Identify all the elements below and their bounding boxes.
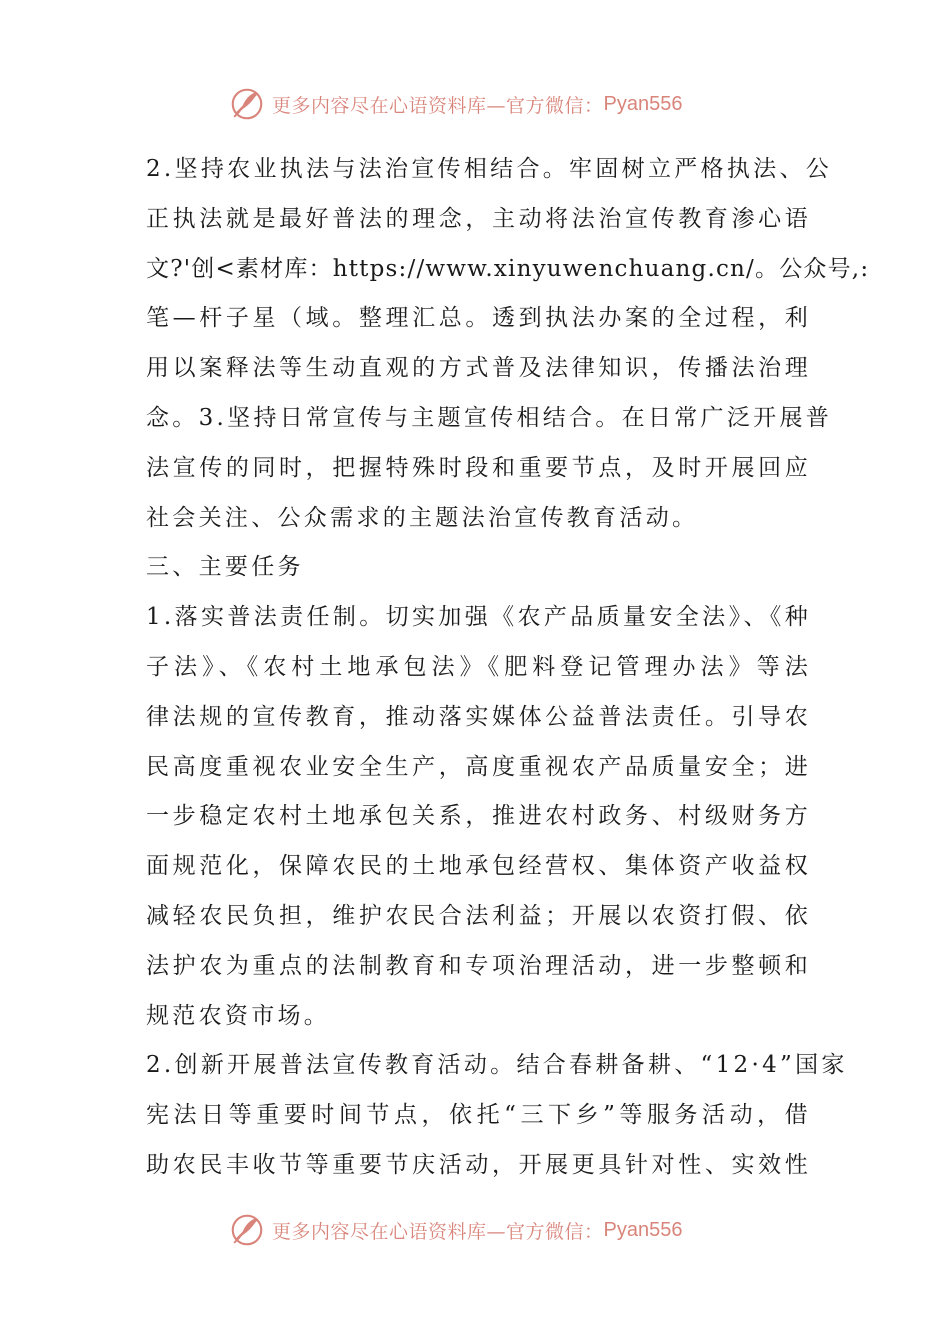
watermark-text: 更多内容尽在心语资料库—官方微信：: [272, 94, 604, 117]
header-watermark: [228, 84, 682, 124]
text-line: 一步稳定农村土地承包关系，推进农村政务、村级财务方: [146, 803, 811, 830]
text-line: 法宣传的同时，把握特殊时段和重要节点，及时开展回应: [146, 454, 811, 481]
section-heading: 三、主要任务: [146, 554, 304, 581]
text-line: 规范农资市场。: [146, 1002, 331, 1029]
text-line: 法护农为重点的法制教育和专项治理活动，进一步整顿和: [146, 952, 811, 979]
watermark-wechat-id: Pyan556: [603, 1218, 683, 1241]
text-line: 念。3.坚持日常宣传与主题宣传相结合。在日常广泛开展普: [146, 404, 833, 431]
text-line: 正执法就是最好普法的理念，主动将法治宣传教育渗心语: [146, 205, 811, 232]
text-line: 助农民丰收节等重要节庆活动，开展更具针对性、实效性: [146, 1151, 811, 1178]
text-line: 社会关注、公众需求的主题法治宣传教育活动。: [146, 504, 699, 531]
text-line: 面规范化，保障农民的土地承包经营权、集体资产收益权: [146, 853, 811, 880]
text-line: 宪法日等重要时间节点，依托“三下乡”等服务活动，借: [146, 1102, 811, 1129]
text-line: 减轻农民负担，维护农民合法利益；开展以农资打假、依: [146, 902, 811, 929]
text-line: 子法》、《农村土地承包法》《肥料登记管理办法》等法: [146, 653, 811, 680]
body-text: [146, 145, 870, 1191]
watermark-text: 更多内容尽在心语资料库—官方微信：: [272, 1220, 604, 1243]
text-line: 笔—杆子星（域。整理汇总。透到执法办案的全过程，利: [146, 305, 811, 332]
quill-logo-icon: [228, 1211, 266, 1249]
text-line: 2.创新开展普法宣传教育活动。结合春耕备耕、“12·4”国家: [146, 1052, 848, 1079]
watermark-wechat-id: Pyan556: [603, 92, 683, 115]
text-line: 1.落实普法责任制。切实加强《农产品质量安全法》、《种: [146, 604, 811, 631]
text-line: 2.坚持农业执法与法治宣传相结合。牢固树立严格执法、公: [146, 156, 833, 182]
footer-watermark: [228, 1210, 682, 1250]
text-line: 民高度重视农业安全生产，高度重视农产品质量安全；进: [146, 753, 811, 780]
quill-logo-icon: [228, 85, 266, 123]
text-line: 律法规的宣传教育，推动落实媒体公益普法责任。引导农: [146, 703, 811, 730]
text-line: 用以案释法等生动直观的方式普及法律知识，传播法治理: [146, 355, 811, 382]
text-line: 文?'创<素材库：https://www.xinyuwenchuang.cn/。公众号,:: [146, 255, 870, 282]
